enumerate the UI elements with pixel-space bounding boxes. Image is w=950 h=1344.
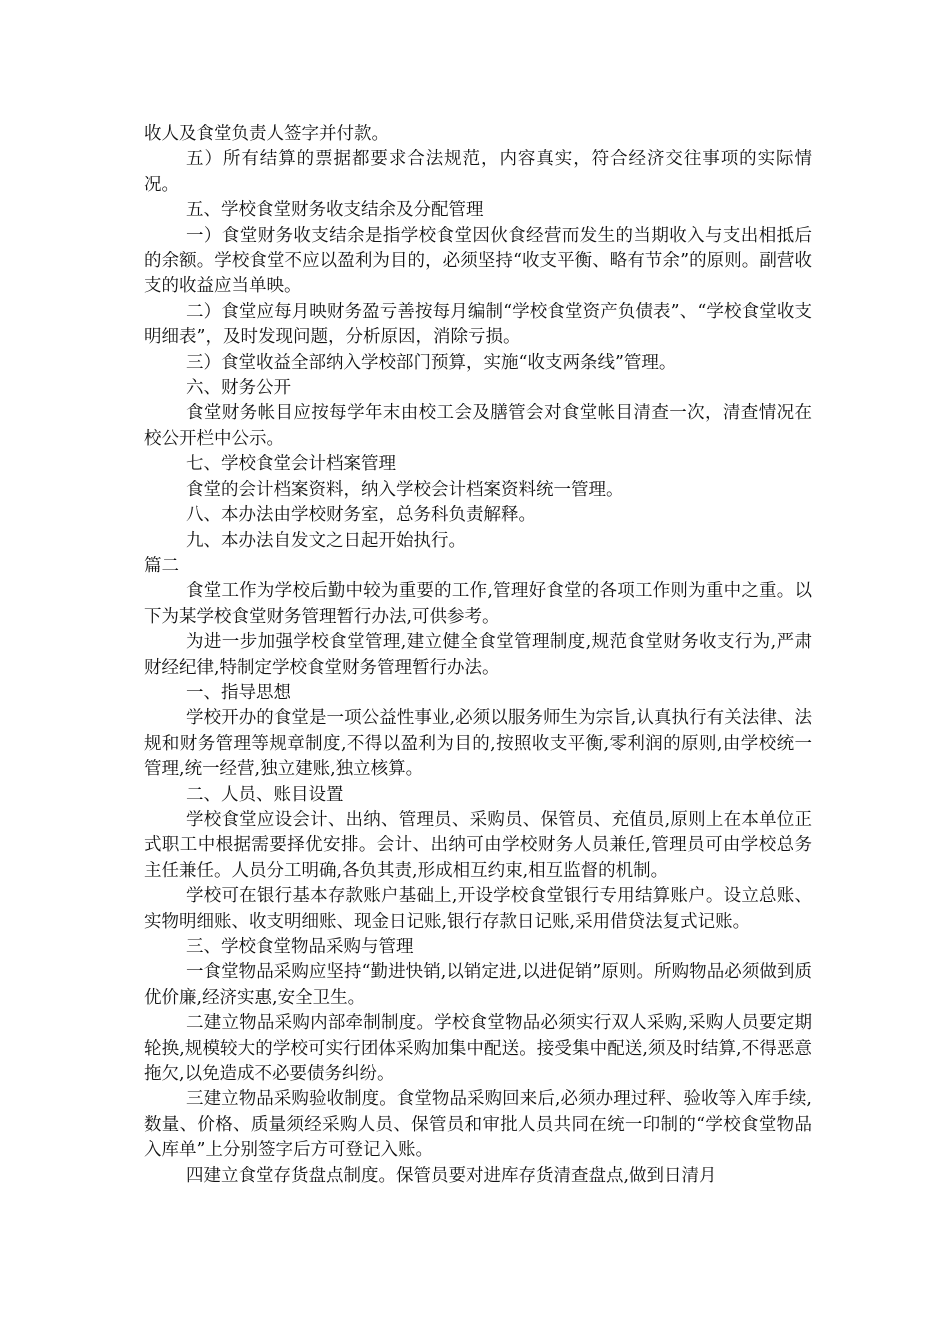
document-body [144, 122, 812, 1189]
paragraph: 食堂财务帐目应按每学年末由校工会及膳管会对食堂帐目清查一次，清查情况在校公开栏中公示。 [144, 403, 812, 449]
paragraph: 九、本办法自发文之日起开始执行。 [186, 530, 466, 551]
paragraph: 五）所有结算的票据都要求合法规范，内容真实，符合经济交往事项的实际情况。 [144, 149, 812, 195]
paragraph: 学校食堂应设会计、出纳、管理员、采购员、保管员、充值员,原则上在本单位正式职工中根据需要择优安排。会计、出纳可由学校财务人员兼任,管理员可由学校总务主任兼任。人员分工明确,各负其责,形成相互约束,相互监督的机制。 [144, 809, 812, 881]
paragraph: 二建立物品采购内部牵制制度。学校食堂物品必须实行双人采购,采购人员要定期轮换,规模较大的学校可实行团体采购加集中配送。接受集中配送,须及时结算,不得恶意拖欠,以免造成不必要债务纠纷。 [144, 1013, 812, 1085]
section-heading: 一、指导思想 [186, 682, 291, 703]
section-heading: 三、学校食堂物品采购与管理 [186, 937, 414, 957]
paragraph: 学校可在银行基本存款账户基础上,开设学校食堂银行专用结算账户。设立总账、实物明细账、收支明细账、现金日记账,银行存款日记账,采用借贷法复式记账。 [144, 886, 812, 932]
paragraph: 食堂的会计档案资料，纳入学校会计档案资料统一管理。 [186, 479, 624, 500]
paragraph: 收人及食堂负责人签字并付款。 [144, 124, 389, 144]
paragraph: 一）食堂财务收支结余是指学校食堂因伙食经营而发生的当期收入与支出相抵后的余额。学校食堂不应以盈利为目的，必须坚持“收支平衡、略有节余”的原则。副营收支的收益应当单映。 [144, 225, 812, 297]
paragraph: 一食堂物品采购应坚持“勤进快销,以销定进,以进促销”原则。所购物品必须做到质优价廉,经济实惠,安全卫生。 [144, 962, 812, 1008]
section-heading: 五、学校食堂财务收支结余及分配管理 [186, 200, 484, 221]
paragraph: 为进一步加强学校食堂管理,建立健全食堂管理制度,规范食堂财务收支行为,严肃财经纪律,特制定学校食堂财务管理暂行办法。 [144, 632, 812, 678]
section-heading: 六、财务公开 [186, 378, 291, 399]
section-heading: 七、学校食堂会计档案管理 [186, 454, 396, 475]
paragraph: 三）食堂收益全部纳入学校部门预算，实施“收支两条线”管理。 [186, 352, 677, 373]
paragraph: 三建立物品采购验收制度。食堂物品采购回来后,必须办理过秤、验收等入库手续,数量、价格、质量须经采购人员、保管员和审批人员共同在统一印制的“学校食堂物品入库单”上分别签字后方可登记入账。 [144, 1089, 812, 1161]
section-heading: 二、人员、账目设置 [186, 784, 344, 805]
paragraph: 四建立食堂存货盘点制度。保管员要对进库存货清查盘点,做到日清月 [186, 1165, 717, 1186]
paragraph: 八、本办法由学校财务室，总务科负责解释。 [186, 505, 536, 526]
paragraph: 学校开办的食堂是一项公益性事业,必须以服务师生为宗旨,认真执行有关法律、法规和财务管理等规章制度,不得以盈利为目的,按照收支平衡,零利润的原则,由学校统一管理,统一经营,独立建账,独立核算。 [144, 708, 812, 780]
part-heading: 篇二 [144, 555, 179, 576]
paragraph: 二）食堂应每月映财务盈亏善按每月编制“学校食堂资产负债表”、“学校食堂收支明细表”，及时发现问题，分析原因，消除亏损。 [144, 301, 812, 348]
paragraph: 食堂工作为学校后勤中较为重要的工作,管理好食堂的各项工作则为重中之重。以下为某学校食堂财务管理暂行办法,可供参考。 [144, 581, 812, 627]
